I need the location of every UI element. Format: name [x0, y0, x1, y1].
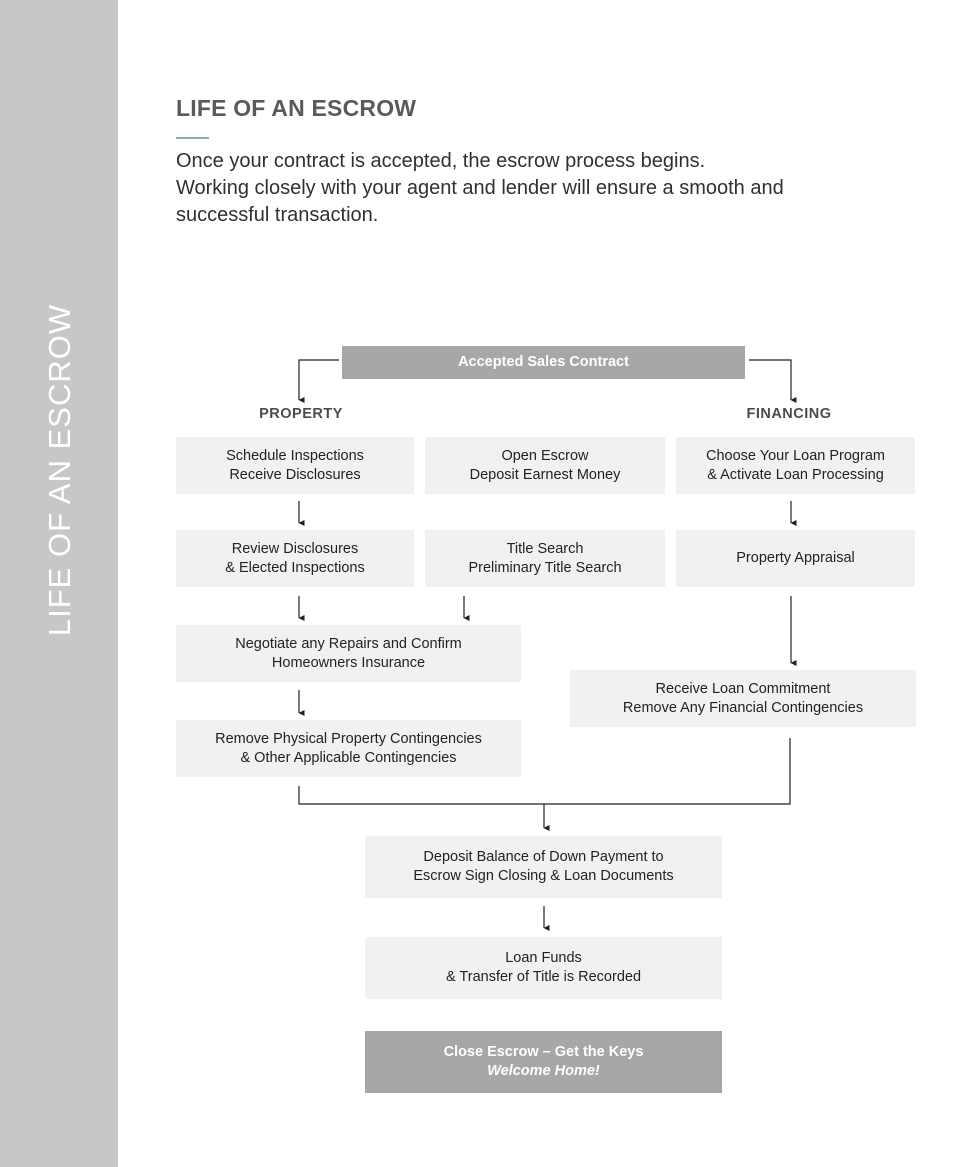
step-line: Property Appraisal [736, 550, 855, 566]
step-line: Open Escrow [501, 447, 589, 464]
step-line: Deposit Earnest Money [469, 466, 621, 483]
step-line: & Elected Inspections [225, 559, 365, 576]
column-header-financing: FINANCING [746, 406, 832, 422]
step-open-escrow [425, 437, 665, 494]
intro-line-3: successful transaction. [176, 204, 379, 226]
step-line: Preliminary Title Search [468, 559, 622, 576]
step-line: Receive Loan Commitment [655, 680, 831, 697]
step-line: Schedule Inspections [226, 447, 364, 464]
step-remove-property-contingencies [176, 720, 521, 777]
step-accepted-sales-contract [342, 346, 745, 379]
step-subtitle: Welcome Home! [487, 1063, 600, 1079]
step-deposit-balance [365, 836, 722, 898]
step-negotiate-repairs [176, 625, 521, 682]
step-line: & Activate Loan Processing [707, 466, 884, 483]
step-receive-loan-commitment [570, 670, 916, 727]
step-line: Homeowners Insurance [271, 654, 426, 671]
step-line: Receive Disclosures [229, 466, 361, 483]
step-loan-funds [365, 937, 722, 999]
step-line: Negotiate any Repairs and Confirm [235, 635, 462, 652]
intro-line-2: Working closely with your agent and lender will ensure a smooth and [176, 177, 784, 199]
step-choose-loan-program [676, 437, 915, 494]
step-property-appraisal [676, 530, 915, 587]
column-header-property: PROPERTY [259, 406, 343, 422]
step-schedule-inspections [176, 437, 414, 494]
step-line: Title Search [506, 540, 584, 557]
step-line: Choose Your Loan Program [706, 447, 885, 464]
step-line: Remove Physical Property Contingencies [215, 730, 482, 747]
step-line: Remove Any Financial Contingencies [622, 699, 864, 716]
step-line: Loan Funds [505, 950, 582, 966]
intro-line-1: Once your contract is accepted, the escrow process begins. [176, 150, 706, 172]
step-line: Escrow Sign Closing & Loan Documents [413, 868, 674, 884]
connector-start-right [749, 360, 791, 400]
step-line: & Transfer of Title is Recorded [445, 969, 642, 985]
step-line: Close Escrow – Get the Keys [443, 1044, 644, 1060]
connector-start-left [299, 360, 339, 400]
page-title: LIFE OF AN ESCROW [176, 95, 417, 121]
step-line: Review Disclosures [231, 540, 359, 557]
step-label: Accepted Sales Contract [458, 354, 629, 370]
step-close-escrow [365, 1031, 722, 1093]
step-line: & Other Applicable Contingencies [240, 749, 457, 766]
sidebar-title: LIFE OF AN ESCROW [42, 303, 77, 637]
step-title-search [425, 530, 665, 587]
step-review-disclosures [176, 530, 414, 587]
step-line: Deposit Balance of Down Payment to [423, 849, 664, 865]
